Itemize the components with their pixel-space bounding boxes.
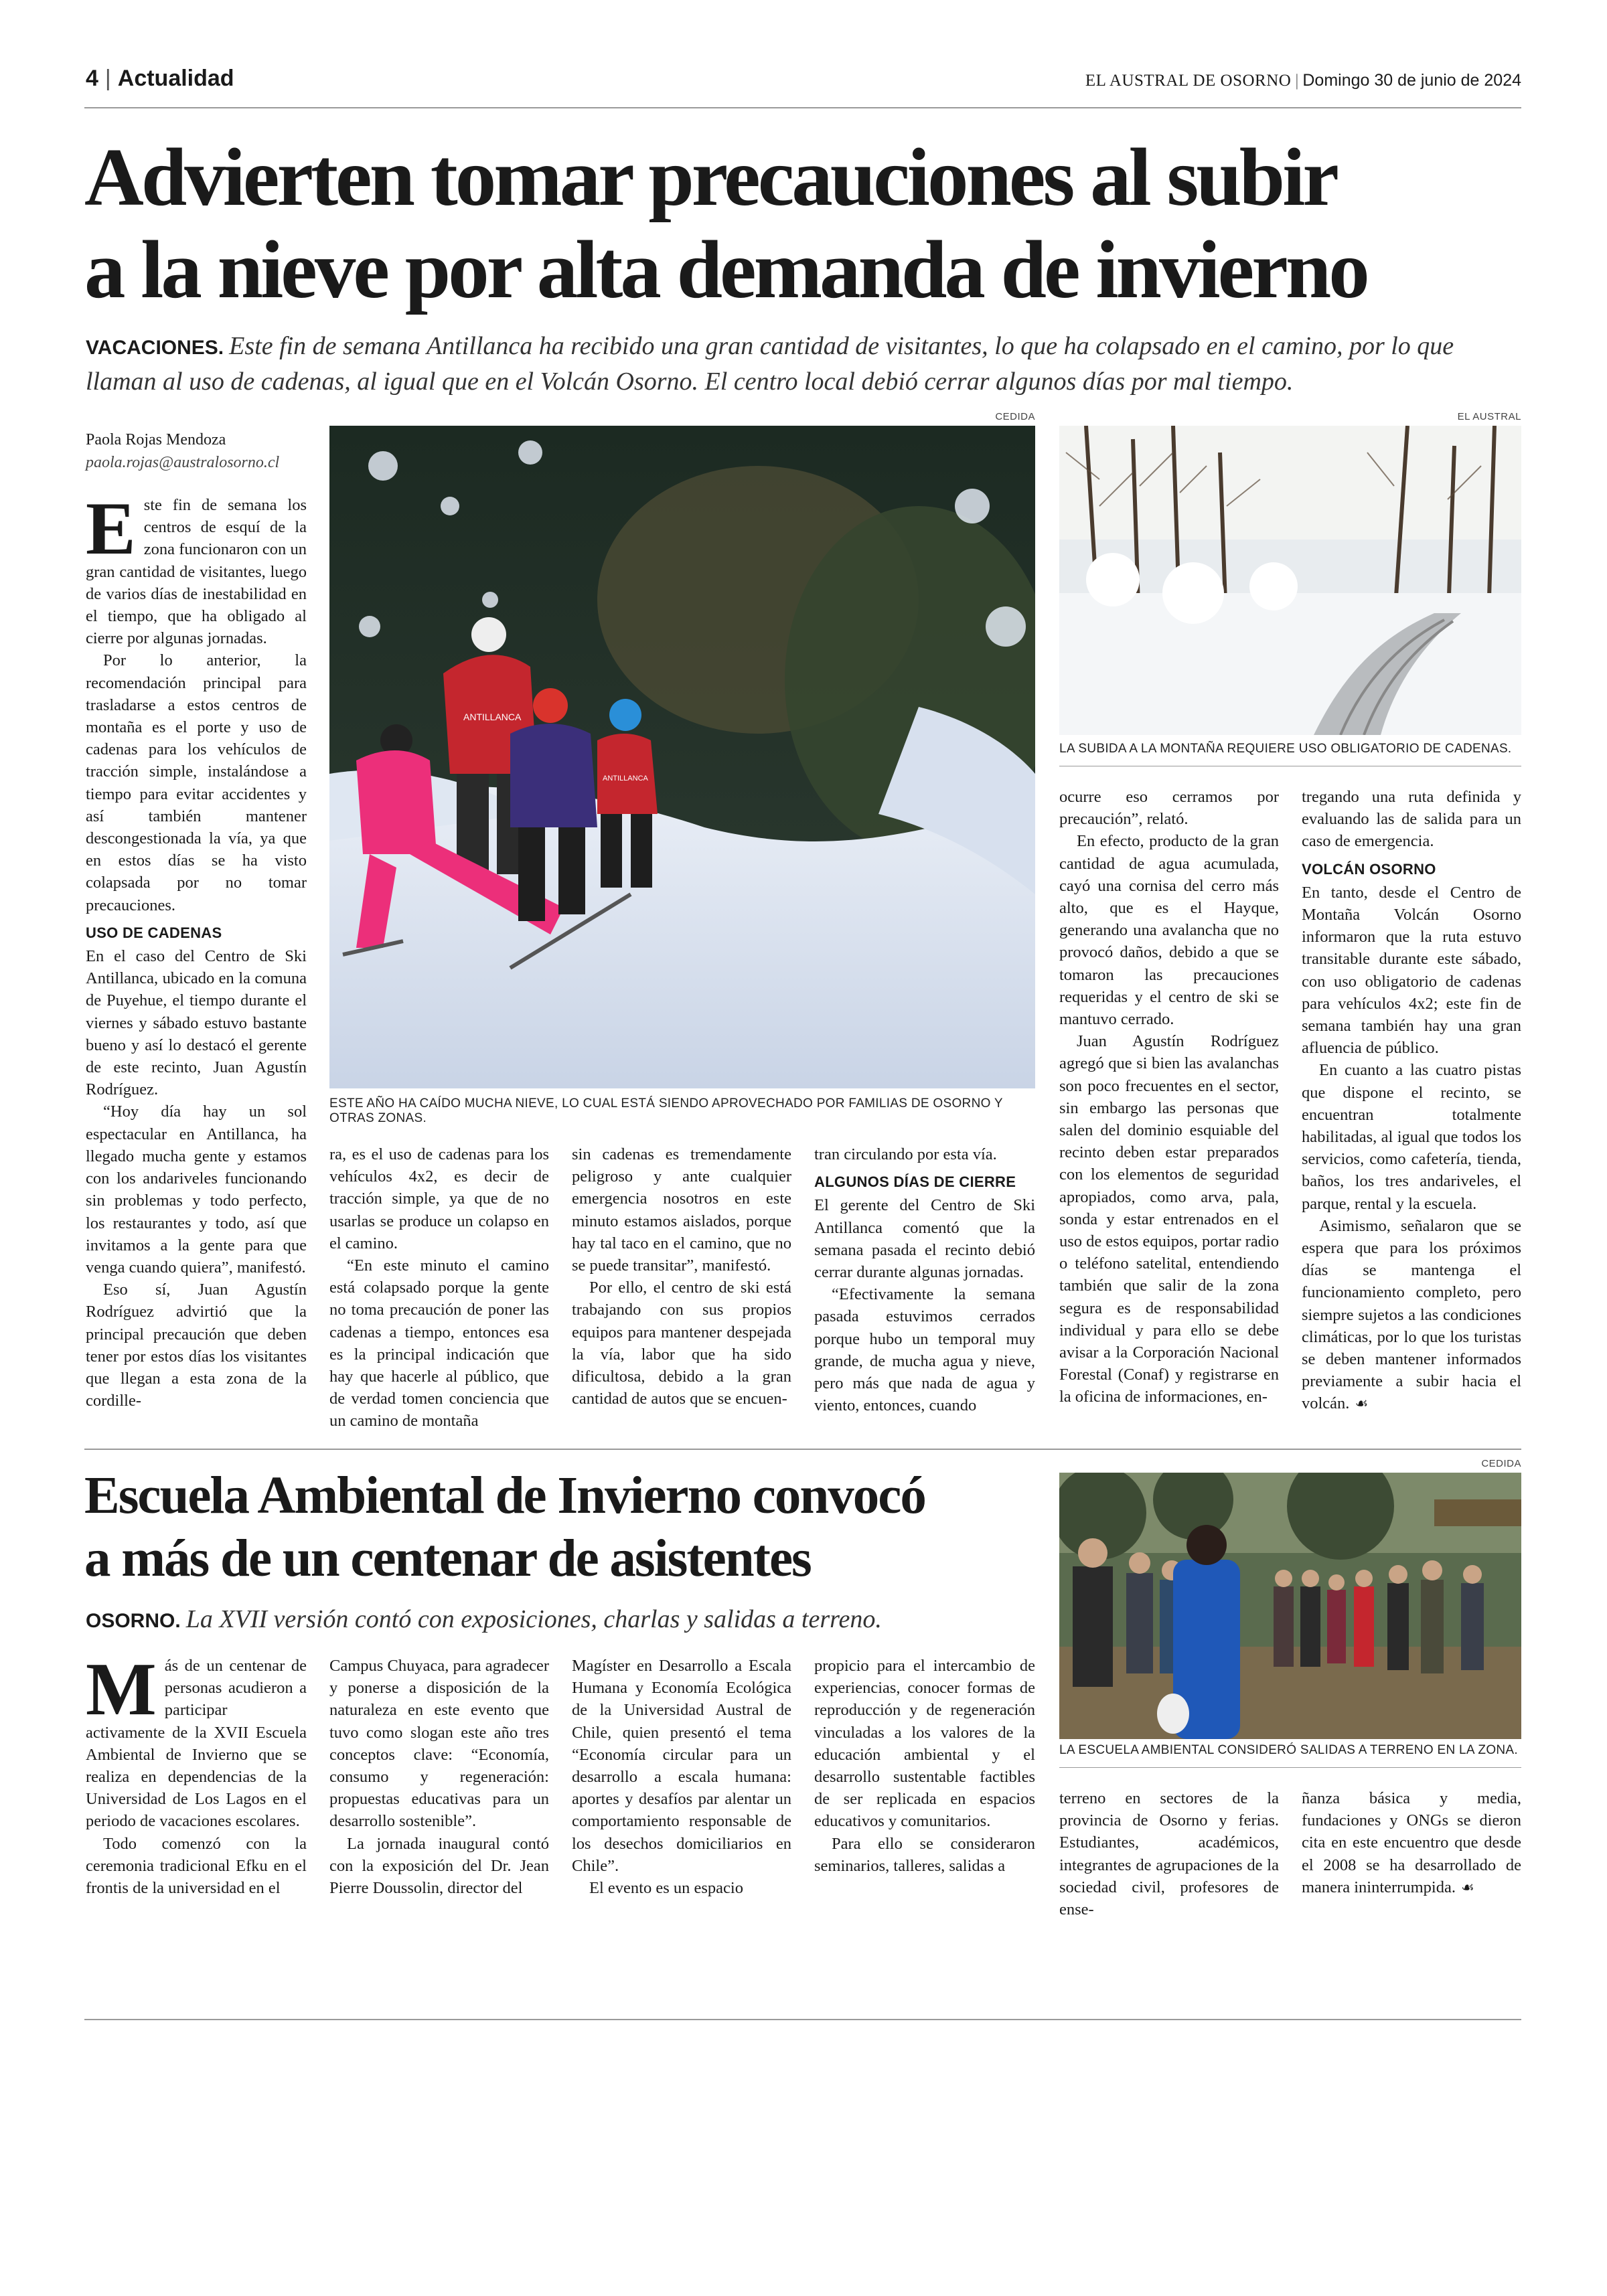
- subhead-uso-de-cadenas: USO DE CADENAS: [86, 924, 222, 941]
- jacket-logo-text: ANTILLANCA: [463, 712, 522, 722]
- photo1-credit: CEDIDA: [995, 411, 1035, 422]
- newspaper-name: EL AUSTRAL DE OSORNO: [1085, 72, 1292, 90]
- article2-paragraph: terreno en sectores de la provincia de Osorno y ferias. Estudiantes, académicos, integrantes de agrupaciones de la sociedad civil, profesores de ense-: [1059, 1789, 1279, 1919]
- snowy-road-illustration: [1059, 426, 1521, 735]
- page-header-left: [86, 66, 234, 92]
- article1-headline-line2: a la nieve por alta demanda de invierno: [84, 224, 1367, 315]
- article2-paragraph: Campus Chuyaca, para agradecer y ponerse a disposición de la naturaleza en este evento que tuvo como slogan este año tres conceptos clave: “Economía, consumo y regeneración: propuestas educativas para un desarrollo sostenible”.: [329, 1657, 549, 1831]
- article1-column-4: [814, 1143, 1035, 1416]
- escuela-ambiental-photo: [1059, 1473, 1521, 1739]
- author-email: paola.rojas@australosorno.cl: [86, 454, 280, 471]
- article2-paragraph: Magíster en Desarrollo a Escala Humana y Economía Ecológica de la Universidad Austral de Chile, quien presentó el tema “Economía circular para un desarrollo a escala humana: aportes y desafíos par alentar un comportamiento responsable de los desechos domiciliarios en Chile”.: [572, 1657, 791, 1875]
- article1-headline-line1: Advierten tomar precauciones al subir: [84, 131, 1336, 223]
- subhead-volcan-osorno: VOLCÁN OSORNO: [1302, 860, 1436, 878]
- article1-paragraph: [86, 487, 307, 649]
- article2-paragraph: propicio para el intercambio de experiencias, conocer formas de reproducción y de regeneración vinculadas a los valores de la educación ambiental y el desarrollo sustentable factibles de ser replicada en espacios educativos y comunitarios.: [814, 1657, 1035, 1831]
- article2-paragraph: [1302, 1787, 1521, 1899]
- article2-column-6: [1302, 1787, 1521, 1899]
- article2-deck: [86, 1603, 1037, 1638]
- article2-paragraph: La jornada inaugural contó con la exposición del Dr. Jean Pierre Doussolin, director del: [329, 1834, 549, 1898]
- article1-deck: [86, 329, 1512, 398]
- article2-paragraph: Todo comenzó con la ceremonia tradicional Efku en el frontis de la universidad en el: [86, 1834, 307, 1898]
- article2-deck-text: La XVII versión contó con exposiciones, charlas y salidas a terreno.: [185, 1605, 882, 1633]
- article1-paragraph: “En este minuto el camino está colapsado porque la gente no toma precaución de poner las cadenas a tiempo, entonces esa es la principal indicación que hay que hacerle al público, que de verdad tomen conciencia que un camino de montaña: [329, 1256, 549, 1430]
- article1-paragraph: En cuanto a las cuatro pistas que dispone el recinto, se encuentran totalmente habilitadas, al igual que todos los servicios, como cafetería, tienda, baños, los tres andariveles, el parque, rental y la escuela.: [1302, 1061, 1521, 1213]
- header-rule: [84, 107, 1521, 108]
- article1-paragraph: ra, es el uso de cadenas para los vehículos 4x2, es decir de tracción simple, ya que de no usarlas se produce un colapso en el camino.: [329, 1145, 549, 1252]
- article1-paragraph: El gerente del Centro de Ski Antillanca comentó que la semana pasada el recinto debió cerrar durante algunas jornadas.: [814, 1196, 1035, 1282]
- article1-paragraph: En efecto, producto de la gran cantidad de agua acumulada, cayó una cornisa del cerro más alto, que es el Hayque, generando una avalancha que no provocó daños, debido a que se tomaron las precauciones requeridas y el centro de ski se mantuvo cerrado.: [1059, 832, 1279, 1029]
- article1-column-5: [1059, 786, 1279, 1408]
- paragraph-text: ste fin de semana los centros de esquí de la zona funcionaron con un gran cantidad de visitantes, luego de varios días de inestabilidad en el tiempo, que ha obligado al cierre por algunas jornadas.: [86, 496, 307, 648]
- photo2-caption: LA SUBIDA A LA MONTAÑA REQUIERE USO OBLIGATORIO DE CADENAS.: [1059, 742, 1512, 756]
- end-mark-icon: ☙: [1355, 1396, 1369, 1413]
- article1-paragraph: En el caso del Centro de Ski Antillanca, ubicado en la comuna de Puyehue, el tiempo durante el viernes y sábado estuvo bastante bueno y así lo destacó el gerente de este recinto, Juan Agustín Rodríguez.: [86, 947, 307, 1099]
- article1-paragraph: [1302, 1215, 1521, 1416]
- article1-paragraph: Eso sí, Juan Agustín Rodríguez advirtió que la principal precaución que deben tener por estos días los visitantes que llegan a esta zona de la cordille-: [86, 1281, 307, 1410]
- dropcap: E: [86, 487, 136, 570]
- article2-column-1: [86, 1648, 307, 1899]
- article2-column-3: [572, 1655, 791, 1899]
- section-name: Actualidad: [117, 66, 234, 91]
- footer-rule: [84, 2019, 1521, 2020]
- article1-column-3: [572, 1143, 791, 1410]
- subhead-algunos-dias-de-cierre: ALGUNOS DÍAS DE CIERRE: [814, 1173, 1016, 1191]
- article2-column-2: [329, 1655, 549, 1899]
- page-number: 4: [86, 66, 98, 91]
- article2-paragraph: [86, 1648, 307, 1833]
- dropcap-2: M: [86, 1648, 157, 1731]
- author-name: Paola Rojas Mendoza: [86, 431, 226, 448]
- skiers-illustration: [329, 426, 1035, 1088]
- article1-paragraph: Por ello, el centro de ski está trabajando con sus propios equipos para mantener despejada la vía, labor que ha sido dificultosa, debido a la gran cantidad de autos que se encuen-: [572, 1279, 791, 1408]
- article1-kicker: VACACIONES.: [86, 337, 224, 359]
- article2-paragraph: El evento es un espacio: [589, 1879, 743, 1898]
- article1-headline: [84, 131, 1557, 316]
- article1-paragraph: Juan Agustín Rodríguez agregó que si bien las avalanchas son poco frecuentes en el sector, sin embargo las personas que salen del dominio esquiable del recinto deben estar preparados con los elementos de seguridad apropiados, como arva, pala, sonda y estar entrenados en el uso de estos equipos, portar radio o teléfono satelital, entendiendo también que salir de la zona segura es de responsabilidad individual y para ello se debe avisar a la Corporación Nacional Forestal (Conaf) y registrarse en la oficina de informaciones, en-: [1059, 1032, 1279, 1406]
- article2-headline-line2: a más de un centenar de asistentes: [84, 1530, 811, 1588]
- article1-deck-text: Este fin de semana Antillanca ha recibido una gran cantidad de visitantes, lo que ha colapsado en el camino, por lo que llaman al uso de cadenas, al igual que en el Volcán Osorno. El centro local debió cerrar algunos días por mal tiempo.: [86, 332, 1454, 396]
- article1-column-6: [1302, 786, 1521, 1416]
- article1-column-1: [86, 487, 307, 1412]
- article1-column-2: [329, 1143, 549, 1432]
- photo3-credit: CEDIDA: [1481, 1458, 1521, 1469]
- article-divider: [84, 1449, 1521, 1450]
- article1-byline: [86, 428, 279, 474]
- caption-divider-2: [1059, 1767, 1521, 1768]
- article1-paragraph: tran circulando por esta vía.: [814, 1145, 997, 1163]
- article1-paragraph: sin cadenas es tremendamente peligroso y ante cualquier emergencia nosotros en este minuto estamos aislados, porque hay tal taco en el camino, que no se puede transitar”, manifestó.: [572, 1145, 791, 1275]
- photo3-caption: LA ESCUELA AMBIENTAL CONSIDERÓ SALIDAS A TERRENO EN LA ZONA.: [1059, 1743, 1518, 1757]
- article2-kicker: OSORNO.: [86, 1610, 181, 1632]
- article2-paragraph: Para ello se consideraron seminarios, talleres, salidas a: [814, 1834, 1035, 1875]
- article2-headline: [84, 1465, 1022, 1590]
- paragraph-text: ñanza básica y media, fundaciones y ONGs se dieron cita en este encuentro que desde el 2008 se ha desarrollado de manera ininterrumpida.: [1302, 1789, 1521, 1896]
- page-header-right: [1085, 71, 1521, 90]
- group-outdoor-illustration: [1059, 1473, 1521, 1739]
- header-divider: |: [104, 66, 111, 91]
- skiers-photo: [329, 426, 1035, 1088]
- article1-paragraph: Por lo anterior, la recomendación principal para trasladarse a estos centros de montaña es el porte y uso de cadenas para los vehículos de tracción simple, instalándose a tiempo para evitar accidentes y así también mantener descongestionada la vía, ya que en estos días se ha visto colapsada por no tomar precauciones.: [86, 651, 307, 914]
- article1-paragraph: ocurre eso cerramos por precaución”, relató.: [1059, 788, 1279, 829]
- article1-paragraph: En tanto, desde el Centro de Montaña Volcán Osorno informaron que la ruta estuvo transitable durante este sábado, con uso obligatorio de cadenas para vehículos 4x2; este fin de semana también hay una gran afluencia de público.: [1302, 883, 1521, 1058]
- end-mark-icon: ☙: [1460, 1879, 1474, 1896]
- header-divider-right: |: [1295, 72, 1299, 90]
- article1-paragraph: “Efectivamente la semana pasada estuvimos cerrados porque hubo un temporal muy grande, de mucha agua y nieve, pero más que nada de agua y viento, entonces, cuando: [814, 1285, 1035, 1415]
- article1-paragraph: “Hoy día hay un sol espectacular en Antillanca, ha llegado mucha gente y estamos con los andariveles funcionando sin problemas y todo perfecto, los restaurantes y todo, así que invitamos a la gente para que venga cuando quiera”, manifestó.: [86, 1102, 307, 1277]
- paragraph-text: Asimismo, señalaron que se espera que para los próximos días se mantenga el funcionamiento completo, pero siempre sujetos a las condiciones climáticas, por lo que los turistas se deben mantener informados previamente a subir hacia el volcán.: [1302, 1216, 1521, 1413]
- article2-headline-line1: Escuela Ambiental de Invierno convocó: [84, 1467, 925, 1525]
- article1-paragraph: tregando una ruta definida y evaluando las de salida para un caso de emergencia.: [1302, 788, 1521, 851]
- jacket-logo-text-2: ANTILLANCA: [603, 774, 648, 783]
- paragraph-text: ás de un centenar de personas acudieron a participar activamente de la XVII Escuela Ambiental de Invierno que se realiza en dependencias de la Universidad de Los Lagos en el periodo de vacaciones escolares.: [86, 1657, 307, 1831]
- article2-column-5: [1059, 1787, 1279, 1920]
- photo1-caption: ESTE AÑO HA CAÍDO MUCHA NIEVE, LO CUAL ESTÁ SIENDO APROVECHADO POR FAMILIAS DE OSORNO Y OTRAS ZONAS.: [329, 1096, 1003, 1125]
- photo2-credit: EL AUSTRAL: [1457, 411, 1521, 422]
- publication-date: Domingo 30 de junio de 2024: [1302, 71, 1521, 90]
- snowy-road-photo: [1059, 426, 1521, 735]
- article2-column-4: [814, 1655, 1035, 1877]
